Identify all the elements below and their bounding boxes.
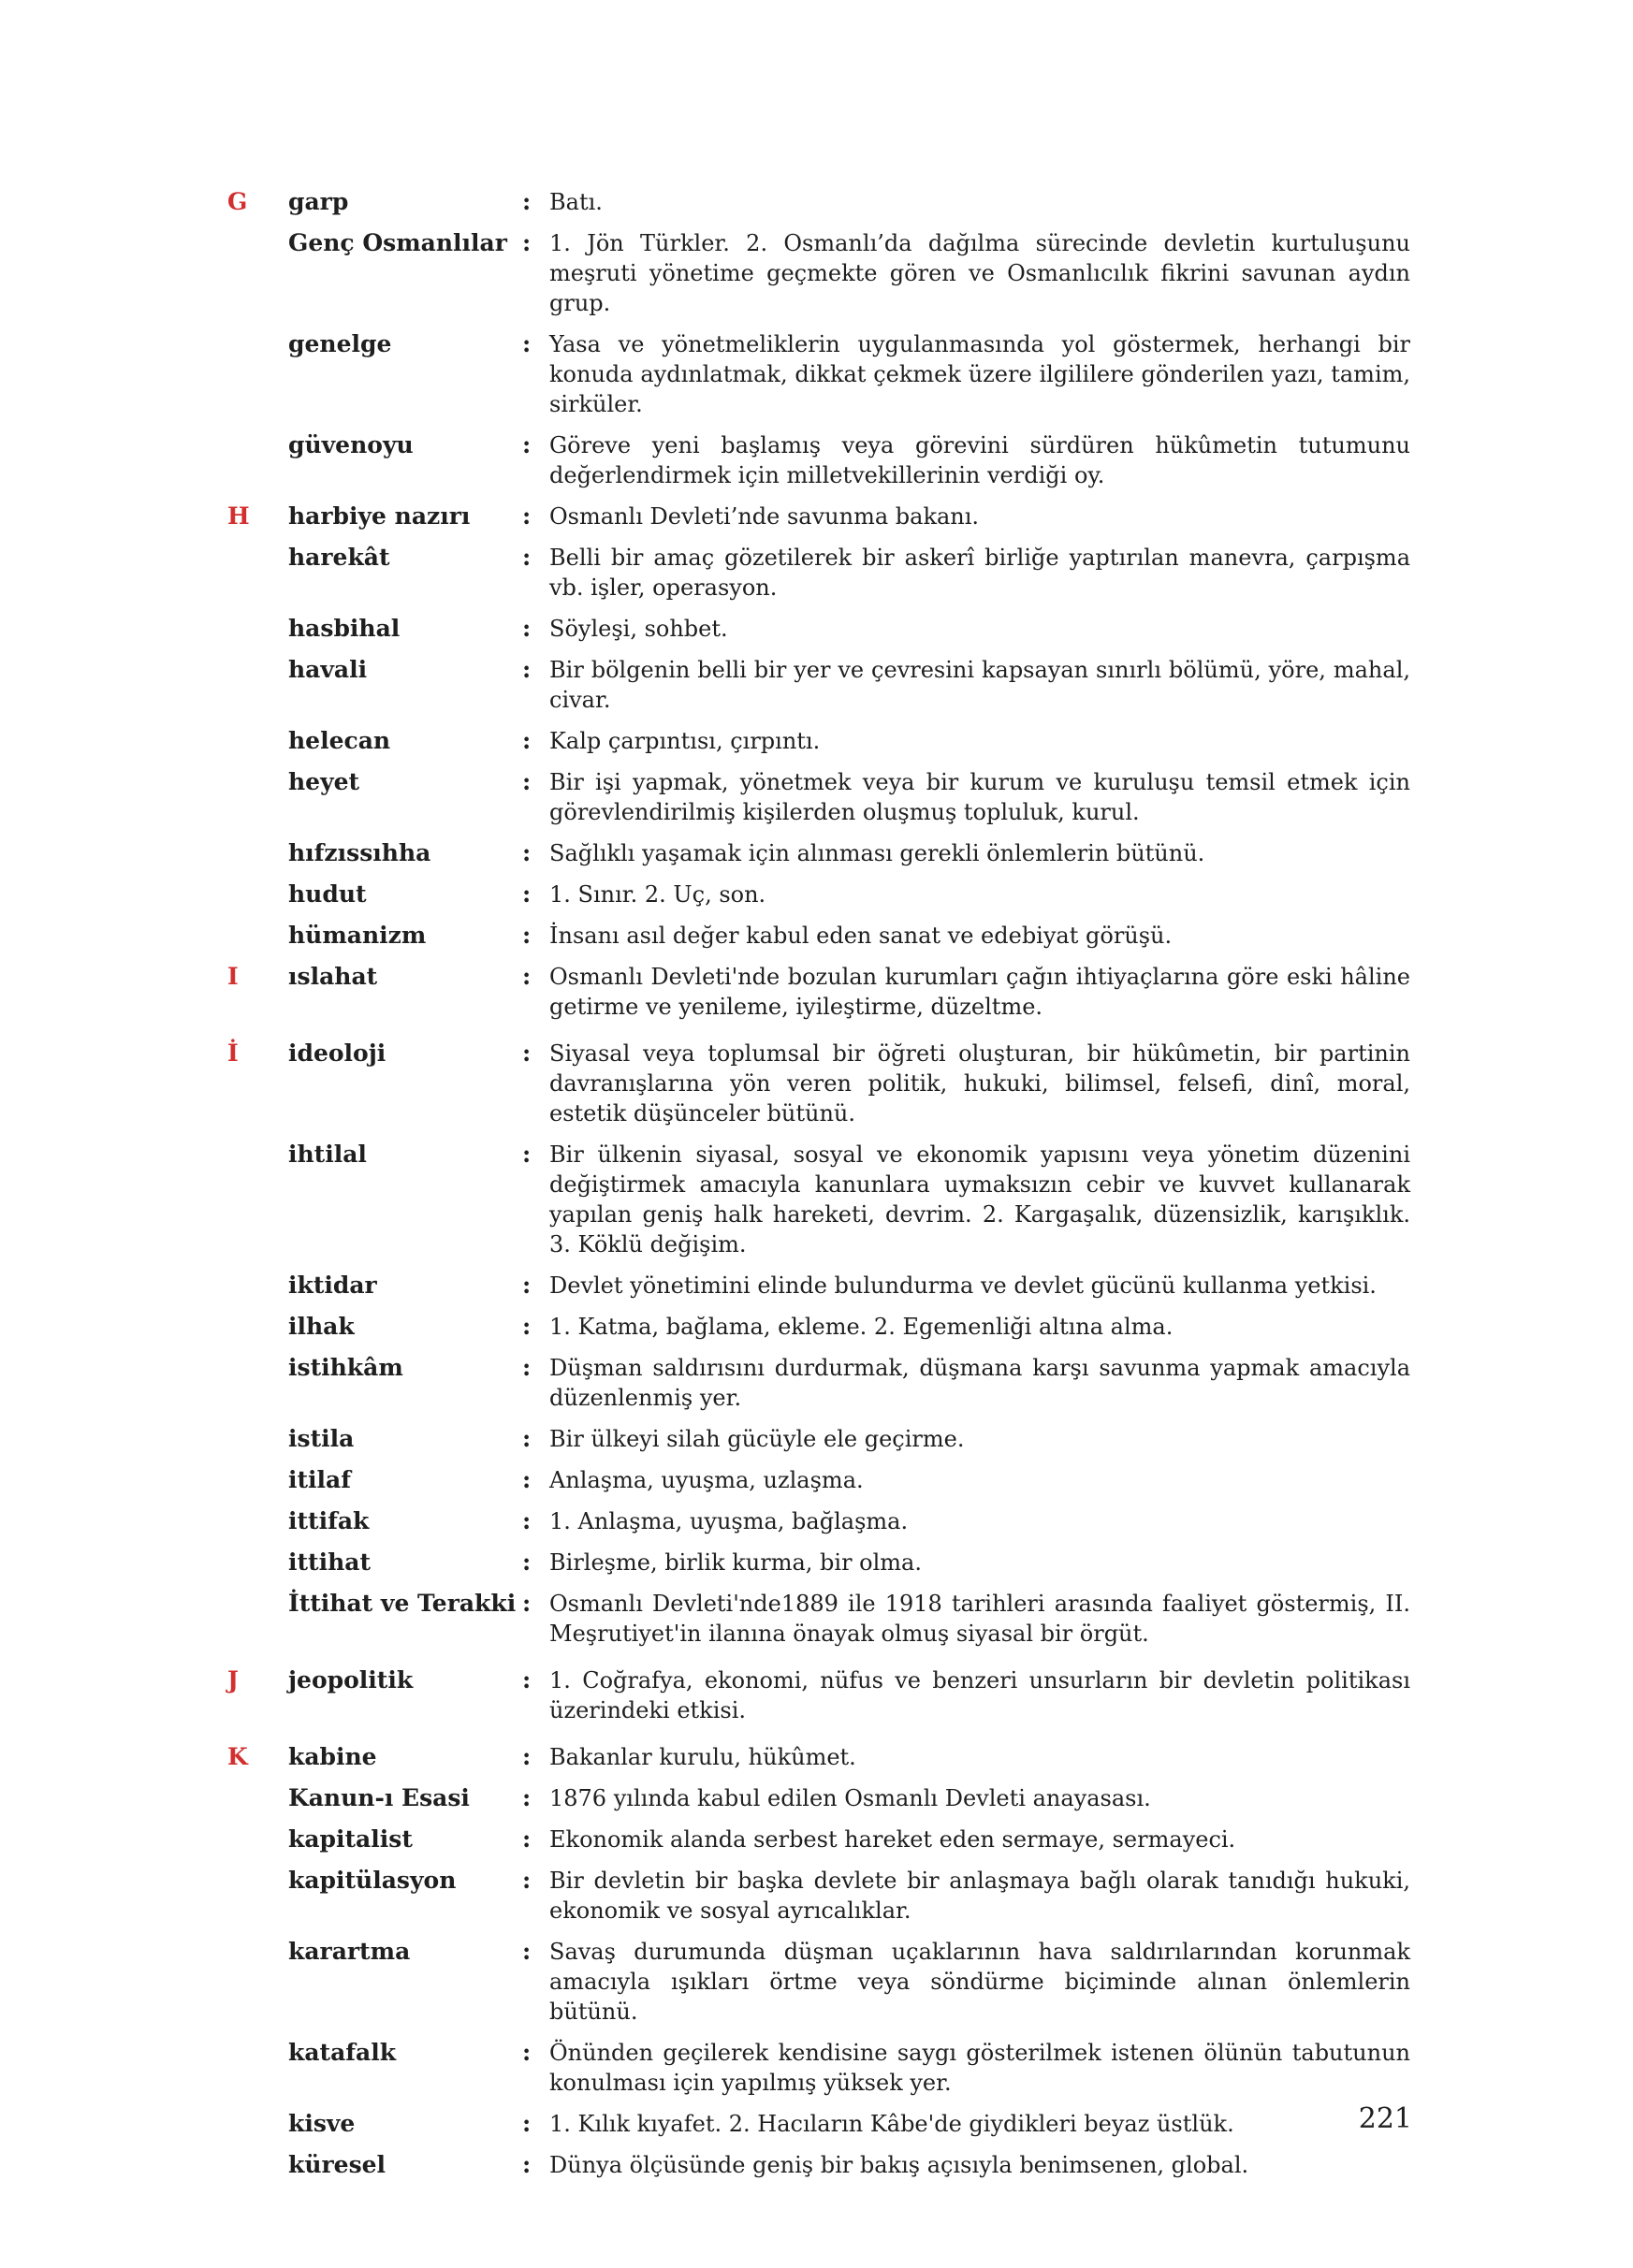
page-number: 221 bbox=[1358, 2102, 1412, 2135]
separator-colon: : bbox=[522, 188, 532, 215]
separator-colon: : bbox=[522, 1666, 532, 1694]
term: İttihat ve Terakki bbox=[288, 1590, 517, 1617]
separator-colon: : bbox=[522, 544, 532, 571]
term: kapitalist bbox=[288, 1825, 413, 1853]
separator-colon: : bbox=[522, 1784, 532, 1811]
separator-colon: : bbox=[522, 1867, 532, 1894]
glossary-entry bbox=[0, 921, 1633, 951]
separator-colon: : bbox=[522, 880, 532, 908]
section-letter: G bbox=[227, 188, 248, 215]
separator-colon: : bbox=[522, 330, 532, 357]
definition: Devlet yönetimini elinde bulundurma ve devlet gücünü kullanma yetkisi. bbox=[549, 1272, 1377, 1299]
term: ihtilal bbox=[288, 1141, 367, 1168]
term: hasbihal bbox=[288, 615, 401, 642]
definition: 1. Anlaşma, uyuşma, bağlaşma. bbox=[549, 1508, 909, 1534]
definition: Anlaşma, uyuşma, uzlaşma. bbox=[549, 1467, 864, 1493]
glossary-entry bbox=[0, 187, 1633, 217]
term: katafalk bbox=[288, 2039, 397, 2066]
glossary-entry bbox=[0, 838, 1633, 868]
definition: Dünya ölçüsünde geniş bir bakış açısıyla benimsenen, global. bbox=[549, 2152, 1249, 2178]
definition: Birleşme, birlik kurma, bir olma. bbox=[549, 1549, 922, 1576]
definition: 1. Katma, bağlama, ekleme. 2. Egemenliği altına alma. bbox=[549, 1314, 1174, 1340]
separator-colon: : bbox=[522, 768, 532, 795]
glossary-entry bbox=[0, 2038, 1633, 2098]
glossary-entry bbox=[0, 1424, 1633, 1454]
term: helecan bbox=[288, 727, 391, 754]
term: kisve bbox=[288, 2110, 356, 2137]
separator-colon: : bbox=[522, 922, 532, 949]
separator-colon: : bbox=[522, 229, 532, 256]
definition: Bir ülkeyi silah gücüyle ele geçirme. bbox=[549, 1426, 965, 1452]
definition: İnsanı asıl değer kabul eden sanat ve edebiyat görüşü. bbox=[549, 923, 1173, 949]
separator-colon: : bbox=[522, 2151, 532, 2178]
separator-colon: : bbox=[522, 431, 532, 458]
term: istihkâm bbox=[288, 1354, 403, 1381]
separator-colon: : bbox=[522, 1938, 532, 1965]
term: güvenoyu bbox=[288, 431, 414, 458]
glossary-entry bbox=[0, 1271, 1633, 1301]
glossary-entry bbox=[0, 1589, 1633, 1649]
term: garp bbox=[288, 188, 349, 215]
definition: 1. Coğrafya, ekonomi, nüfus ve benzeri unsurların bir devletin politikası üzerindeki etkisi. bbox=[549, 1667, 1410, 1723]
separator-colon: : bbox=[522, 615, 532, 642]
glossary-entry bbox=[0, 1465, 1633, 1495]
separator-colon: : bbox=[522, 1272, 532, 1299]
separator-colon: : bbox=[522, 1825, 532, 1853]
separator-colon: : bbox=[522, 1425, 532, 1452]
definition: Düşman saldırısını durdurmak, düşmana karşı savunma yapmak amacıyla düzenlenmiş yer. bbox=[549, 1355, 1410, 1411]
definition: Göreve yeni başlamış veya görevini sürdüren hükûmetin tutumunu değerlendirmek için milletvekillerinin verdiği oy. bbox=[549, 432, 1410, 488]
section-letter: İ bbox=[227, 1040, 239, 1067]
separator-colon: : bbox=[522, 1743, 532, 1770]
glossary-entry bbox=[0, 228, 1633, 318]
definition: Bir devletin bir başka devlete bir anlaşmaya bağlı olarak tanıdığı hukuki, ekonomik ve sosyal ayrıcalıklar. bbox=[549, 1868, 1410, 1924]
glossary-entry bbox=[0, 1665, 1633, 1725]
term: hümanizm bbox=[288, 922, 427, 949]
definition: Osmanlı Devleti’nde savunma bakanı. bbox=[549, 503, 980, 530]
definition: Belli bir amaç gözetilerek bir askerî birliğe yaptırılan manevra, çarpışma vb. işler, operasyon. bbox=[549, 545, 1410, 601]
glossary-entry bbox=[0, 726, 1633, 756]
separator-colon: : bbox=[522, 1141, 532, 1168]
glossary-entry bbox=[0, 430, 1633, 490]
glossary-entry bbox=[0, 2150, 1633, 2180]
definition: 1. Jön Türkler. 2. Osmanlı’da dağılma sürecinde devletin kurtuluşunu meşruti yönetime geçmekte gören ve Osmanlıcılık fikrini savunan aydın grup. bbox=[549, 230, 1410, 316]
definition: Batı. bbox=[549, 189, 603, 215]
definition: Siyasal veya toplumsal bir öğreti oluşturan, bir hükûmetin, bir partinin davranışlarına yön veren politik, hukuki, bilimsel, felsefi, dinî, moral, estetik düşünceler bütünü. bbox=[549, 1040, 1410, 1127]
term: kabine bbox=[288, 1743, 377, 1770]
glossary-entry bbox=[0, 614, 1633, 644]
separator-colon: : bbox=[522, 502, 532, 530]
definition: Bakanlar kurulu, hükûmet. bbox=[549, 1744, 856, 1770]
definition: 1. Sınır. 2. Uç, son. bbox=[549, 881, 766, 908]
definition: Kalp çarpıntısı, çırpıntı. bbox=[549, 728, 821, 754]
separator-colon: : bbox=[522, 1590, 532, 1617]
definition: Bir işi yapmak, yönetmek veya bir kurum ve kuruluşu temsil etmek için görevlendirilmiş kişilerden oluşmuş topluluk, kurul. bbox=[549, 769, 1410, 825]
separator-colon: : bbox=[522, 1548, 532, 1576]
separator-colon: : bbox=[522, 963, 532, 990]
glossary-entry bbox=[0, 1140, 1633, 1259]
section-letter: H bbox=[227, 502, 250, 530]
separator-colon: : bbox=[522, 1507, 532, 1534]
separator-colon: : bbox=[522, 839, 532, 866]
term: Kanun-ı Esasi bbox=[288, 1784, 470, 1811]
definition: 1876 yılında kabul edilen Osmanlı Devleti anayasası. bbox=[549, 1785, 1151, 1811]
section-letter: J bbox=[227, 1666, 239, 1694]
term: karartma bbox=[288, 1938, 411, 1965]
definition: Yasa ve yönetmeliklerin uygulanmasında yol göstermek, herhangi bir konuda aydınlatmak, dikkat çekmek üzere ilgililere gönderilen yazı, tamim, sirküler. bbox=[549, 331, 1410, 417]
term: kapitülasyon bbox=[288, 1867, 457, 1894]
definition: Bir ülkenin siyasal, sosyal ve ekonomik yapısını veya yönetim düzenini değiştirmek amacıyla kanunlara uymaksızın cebir ve kuvvet kullanarak yapılan geniş halk hareketi, devrim. 2. Kargaşalık, düzensizlik, karışıklık. 3. Köklü değişim. bbox=[549, 1141, 1410, 1258]
definition: Osmanlı Devleti'nde bozulan kurumları çağın ihtiyaçlarına göre eski hâline getirme ve yenileme, iyileştirme, düzeltme. bbox=[549, 964, 1410, 1020]
separator-colon: : bbox=[522, 1466, 532, 1493]
term: itilaf bbox=[288, 1466, 351, 1493]
definition: Osmanlı Devleti'nde1889 ile 1918 tarihleri arasında faaliyet göstermiş, II. Meşrutiyet'in ilanına önayak olmuş siyasal bir örgüt. bbox=[549, 1591, 1410, 1647]
term: harbiye nazırı bbox=[288, 502, 471, 530]
glossary-entry bbox=[0, 1312, 1633, 1342]
term: istila bbox=[288, 1425, 355, 1452]
definition: Söyleşi, sohbet. bbox=[549, 616, 728, 642]
term: havali bbox=[288, 656, 368, 683]
glossary-entry bbox=[0, 329, 1633, 419]
glossary-entry bbox=[0, 1353, 1633, 1413]
separator-colon: : bbox=[522, 2110, 532, 2137]
separator-colon: : bbox=[522, 1354, 532, 1381]
term: hıfzıssıhha bbox=[288, 839, 431, 866]
glossary-entry bbox=[0, 655, 1633, 715]
section-letter: I bbox=[227, 963, 239, 990]
definition: Ekonomik alanda serbest hareket eden sermaye, sermayeci. bbox=[549, 1826, 1236, 1853]
term: ittihat bbox=[288, 1548, 372, 1576]
glossary-entry bbox=[0, 1783, 1633, 1813]
glossary-entry bbox=[0, 767, 1633, 827]
term: ıslahat bbox=[288, 963, 378, 990]
glossary-entry bbox=[0, 1825, 1633, 1854]
term: genelge bbox=[288, 330, 392, 357]
term: harekât bbox=[288, 544, 390, 571]
separator-colon: : bbox=[522, 656, 532, 683]
separator-colon: : bbox=[522, 1313, 532, 1340]
definition: Sağlıklı yaşamak için alınması gerekli önlemlerin bütünü. bbox=[549, 840, 1205, 866]
definition: Önünden geçilerek kendisine saygı gösterilmek istenen ölünün tabutunun konulması için yapılmış yüksek yer. bbox=[549, 2040, 1410, 2096]
term: ilhak bbox=[288, 1313, 355, 1340]
glossary-entry bbox=[0, 502, 1633, 531]
glossary-list bbox=[0, 187, 1633, 2191]
term: iktidar bbox=[288, 1272, 377, 1299]
separator-colon: : bbox=[522, 1040, 532, 1067]
term: ideoloji bbox=[288, 1040, 386, 1067]
section-letter: K bbox=[227, 1743, 248, 1770]
glossary-entry bbox=[0, 1866, 1633, 1926]
glossary-entry bbox=[0, 1742, 1633, 1772]
term: ittifak bbox=[288, 1507, 370, 1534]
glossary-entry bbox=[0, 962, 1633, 1022]
definition: 1. Kılık kıyafet. 2. Hacıların Kâbe'de giydikleri beyaz üstlük. bbox=[549, 2111, 1234, 2137]
separator-colon: : bbox=[522, 2039, 532, 2066]
term: Genç Osmanlılar bbox=[288, 229, 507, 256]
term: jeopolitik bbox=[288, 1666, 414, 1694]
glossary-entry bbox=[0, 880, 1633, 909]
definition: Bir bölgenin belli bir yer ve çevresini kapsayan sınırlı bölümü, yöre, mahal, civar. bbox=[549, 657, 1410, 713]
term: hudut bbox=[288, 880, 367, 908]
glossary-entry bbox=[0, 1039, 1633, 1128]
separator-colon: : bbox=[522, 727, 532, 754]
term: küresel bbox=[288, 2151, 386, 2178]
glossary-entry bbox=[0, 1506, 1633, 1536]
term: heyet bbox=[288, 768, 360, 795]
glossary-entry bbox=[0, 543, 1633, 603]
glossary-entry bbox=[0, 1548, 1633, 1577]
glossary-entry bbox=[0, 1937, 1633, 2027]
definition: Savaş durumunda düşman uçaklarının hava saldırılarından korunmak amacıyla ışıkları örtme veya söndürme biçiminde alınan önlemlerin bütünü. bbox=[549, 1939, 1410, 2025]
